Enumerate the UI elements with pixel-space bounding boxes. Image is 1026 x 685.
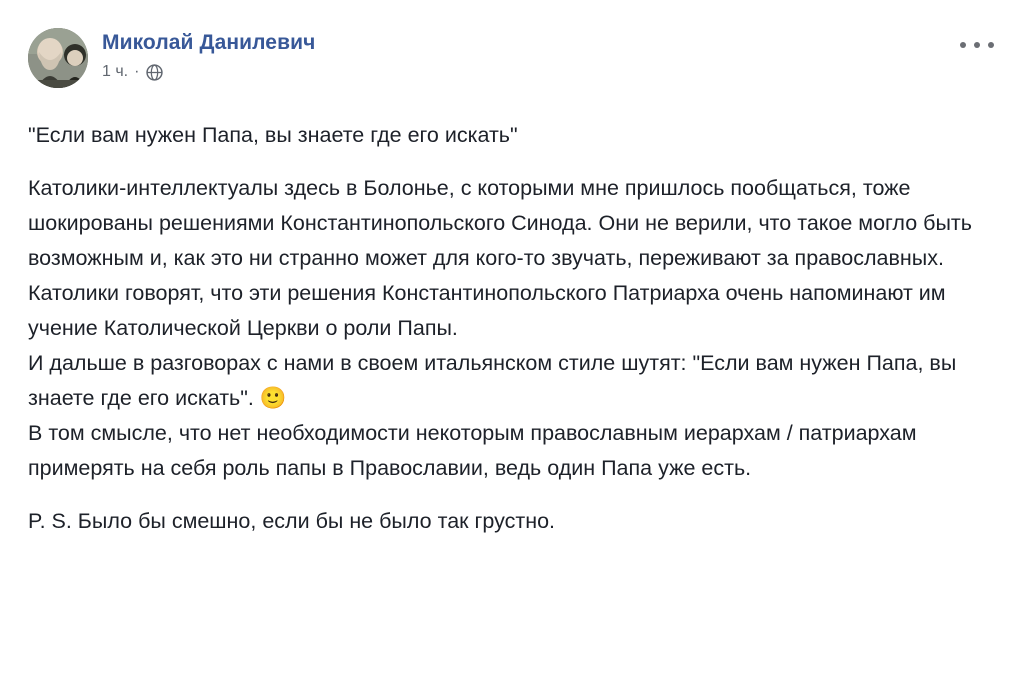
post-paragraph: И дальше в разговорах с нами в своем итальянском стиле шутят: "Если вам нужен Папа, вы знаете где его искать". 🙂 — [28, 351, 963, 410]
more-dot-3 — [988, 42, 994, 48]
post-paragraph: Католики-интеллектуалы здесь в Болонье, с которыми мне пришлось пообщаться, тоже шокированы решениями Константинопольского Синода. Они не верили, что такое могло быть возможным и, как это ни странно может для кого-то звучать, переживают за православных. — [28, 176, 978, 270]
post-paragraph: Католики говорят, что эти решения Константинопольского Патриарха очень напоминают им учение Католической Церкви о роли Папы. — [28, 281, 952, 340]
post-paragraph: P. S. Было бы смешно, если бы не было так грустно. — [28, 509, 556, 533]
post-paragraph: "Если вам нужен Папа, вы знаете где его искать" — [28, 123, 518, 147]
more-dot-2 — [974, 42, 980, 48]
more-options-icon[interactable] — [960, 34, 994, 56]
meta-separator: · — [134, 63, 140, 81]
post-timestamp[interactable]: 1 ч. — [102, 63, 129, 81]
post-paragraph: В том смысле, что нет необходимости некоторым православным иерархам / патриархам примерять на себя роль папы в Православии, ведь один Папа уже есть. — [28, 421, 923, 480]
post-header — [28, 24, 998, 96]
globe-icon[interactable] — [146, 64, 163, 81]
more-dot-1 — [960, 42, 966, 48]
post-body — [28, 118, 998, 539]
avatar[interactable] — [28, 28, 88, 88]
header-text — [102, 24, 315, 81]
author-name[interactable]: Миколай Данилевич — [102, 31, 316, 54]
post-meta — [102, 63, 315, 81]
